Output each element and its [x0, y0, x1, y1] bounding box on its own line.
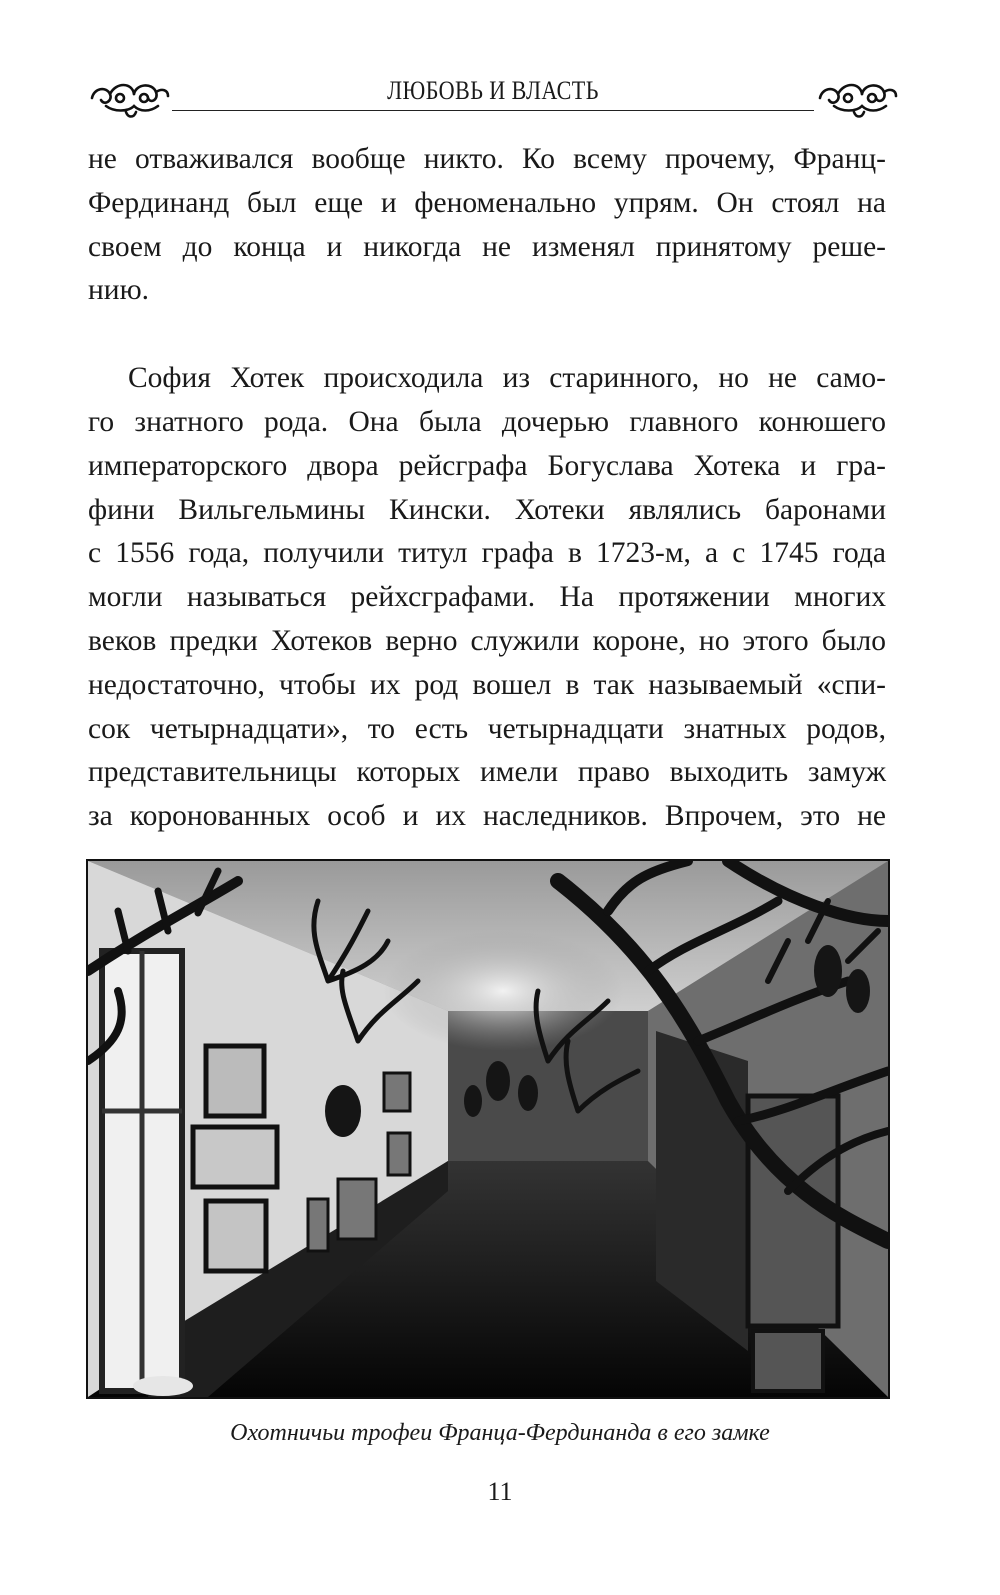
paragraph-gap: [88, 313, 886, 357]
text-line: не отваживался вообще никто. Ко всему прочему, Франц-: [88, 143, 886, 175]
corridor-photo: [86, 859, 890, 1399]
paragraph-continued: [88, 138, 886, 313]
text-line: нию.: [88, 274, 149, 307]
running-header: [88, 72, 898, 132]
text-line: сок четырнадцати», то есть четырнадцати знатных родов,: [88, 712, 886, 745]
text-line: своем до конца и никогда не изменял принятому реше-: [88, 230, 886, 263]
figure-caption: Охотничьи трофеи Франца-Фердинанда в его замке: [230, 1420, 770, 1446]
paragraph: [88, 357, 886, 839]
text-line: го знатного рода. Она была дочерью главного конюшего: [88, 405, 886, 438]
scroll-flourish-ornament-icon: [816, 76, 898, 122]
text-line: с 1556 года, получили титул графа в 1723-м, а с 1745 года: [88, 537, 886, 570]
text-line: недостаточно, чтобы их род вошел в так называемый «спи-: [88, 668, 886, 701]
text-line: императорского двора рейсграфа Богуслава Хотека и гра-: [88, 449, 886, 482]
corridor-photo-illustration: [88, 861, 888, 1397]
text-line: фини Вильгельмины Кински. Хотеки являлись баронами: [88, 493, 886, 526]
text-line: веков предки Хотеков верно служили короне, но этого было: [88, 624, 886, 657]
text-line: за коронованных особ и их наследников. Впрочем, это не: [88, 800, 886, 833]
header-rule: [172, 110, 814, 111]
page-number: 11: [487, 1477, 513, 1506]
text-line: могли называться рейхсграфами. На протяжении многих: [88, 581, 886, 614]
text-line: Фердинанд был еще и феноменально упрям. Он стоял на: [88, 186, 886, 219]
text-line: София Хотек происходила из старинного, но не само-: [128, 362, 886, 395]
text-line: представительницы которых имели право выходить замуж: [88, 756, 886, 789]
running-header-title: ЛЮБОВЬ И ВЛАСТЬ: [387, 76, 599, 105]
body-text: [88, 138, 886, 839]
